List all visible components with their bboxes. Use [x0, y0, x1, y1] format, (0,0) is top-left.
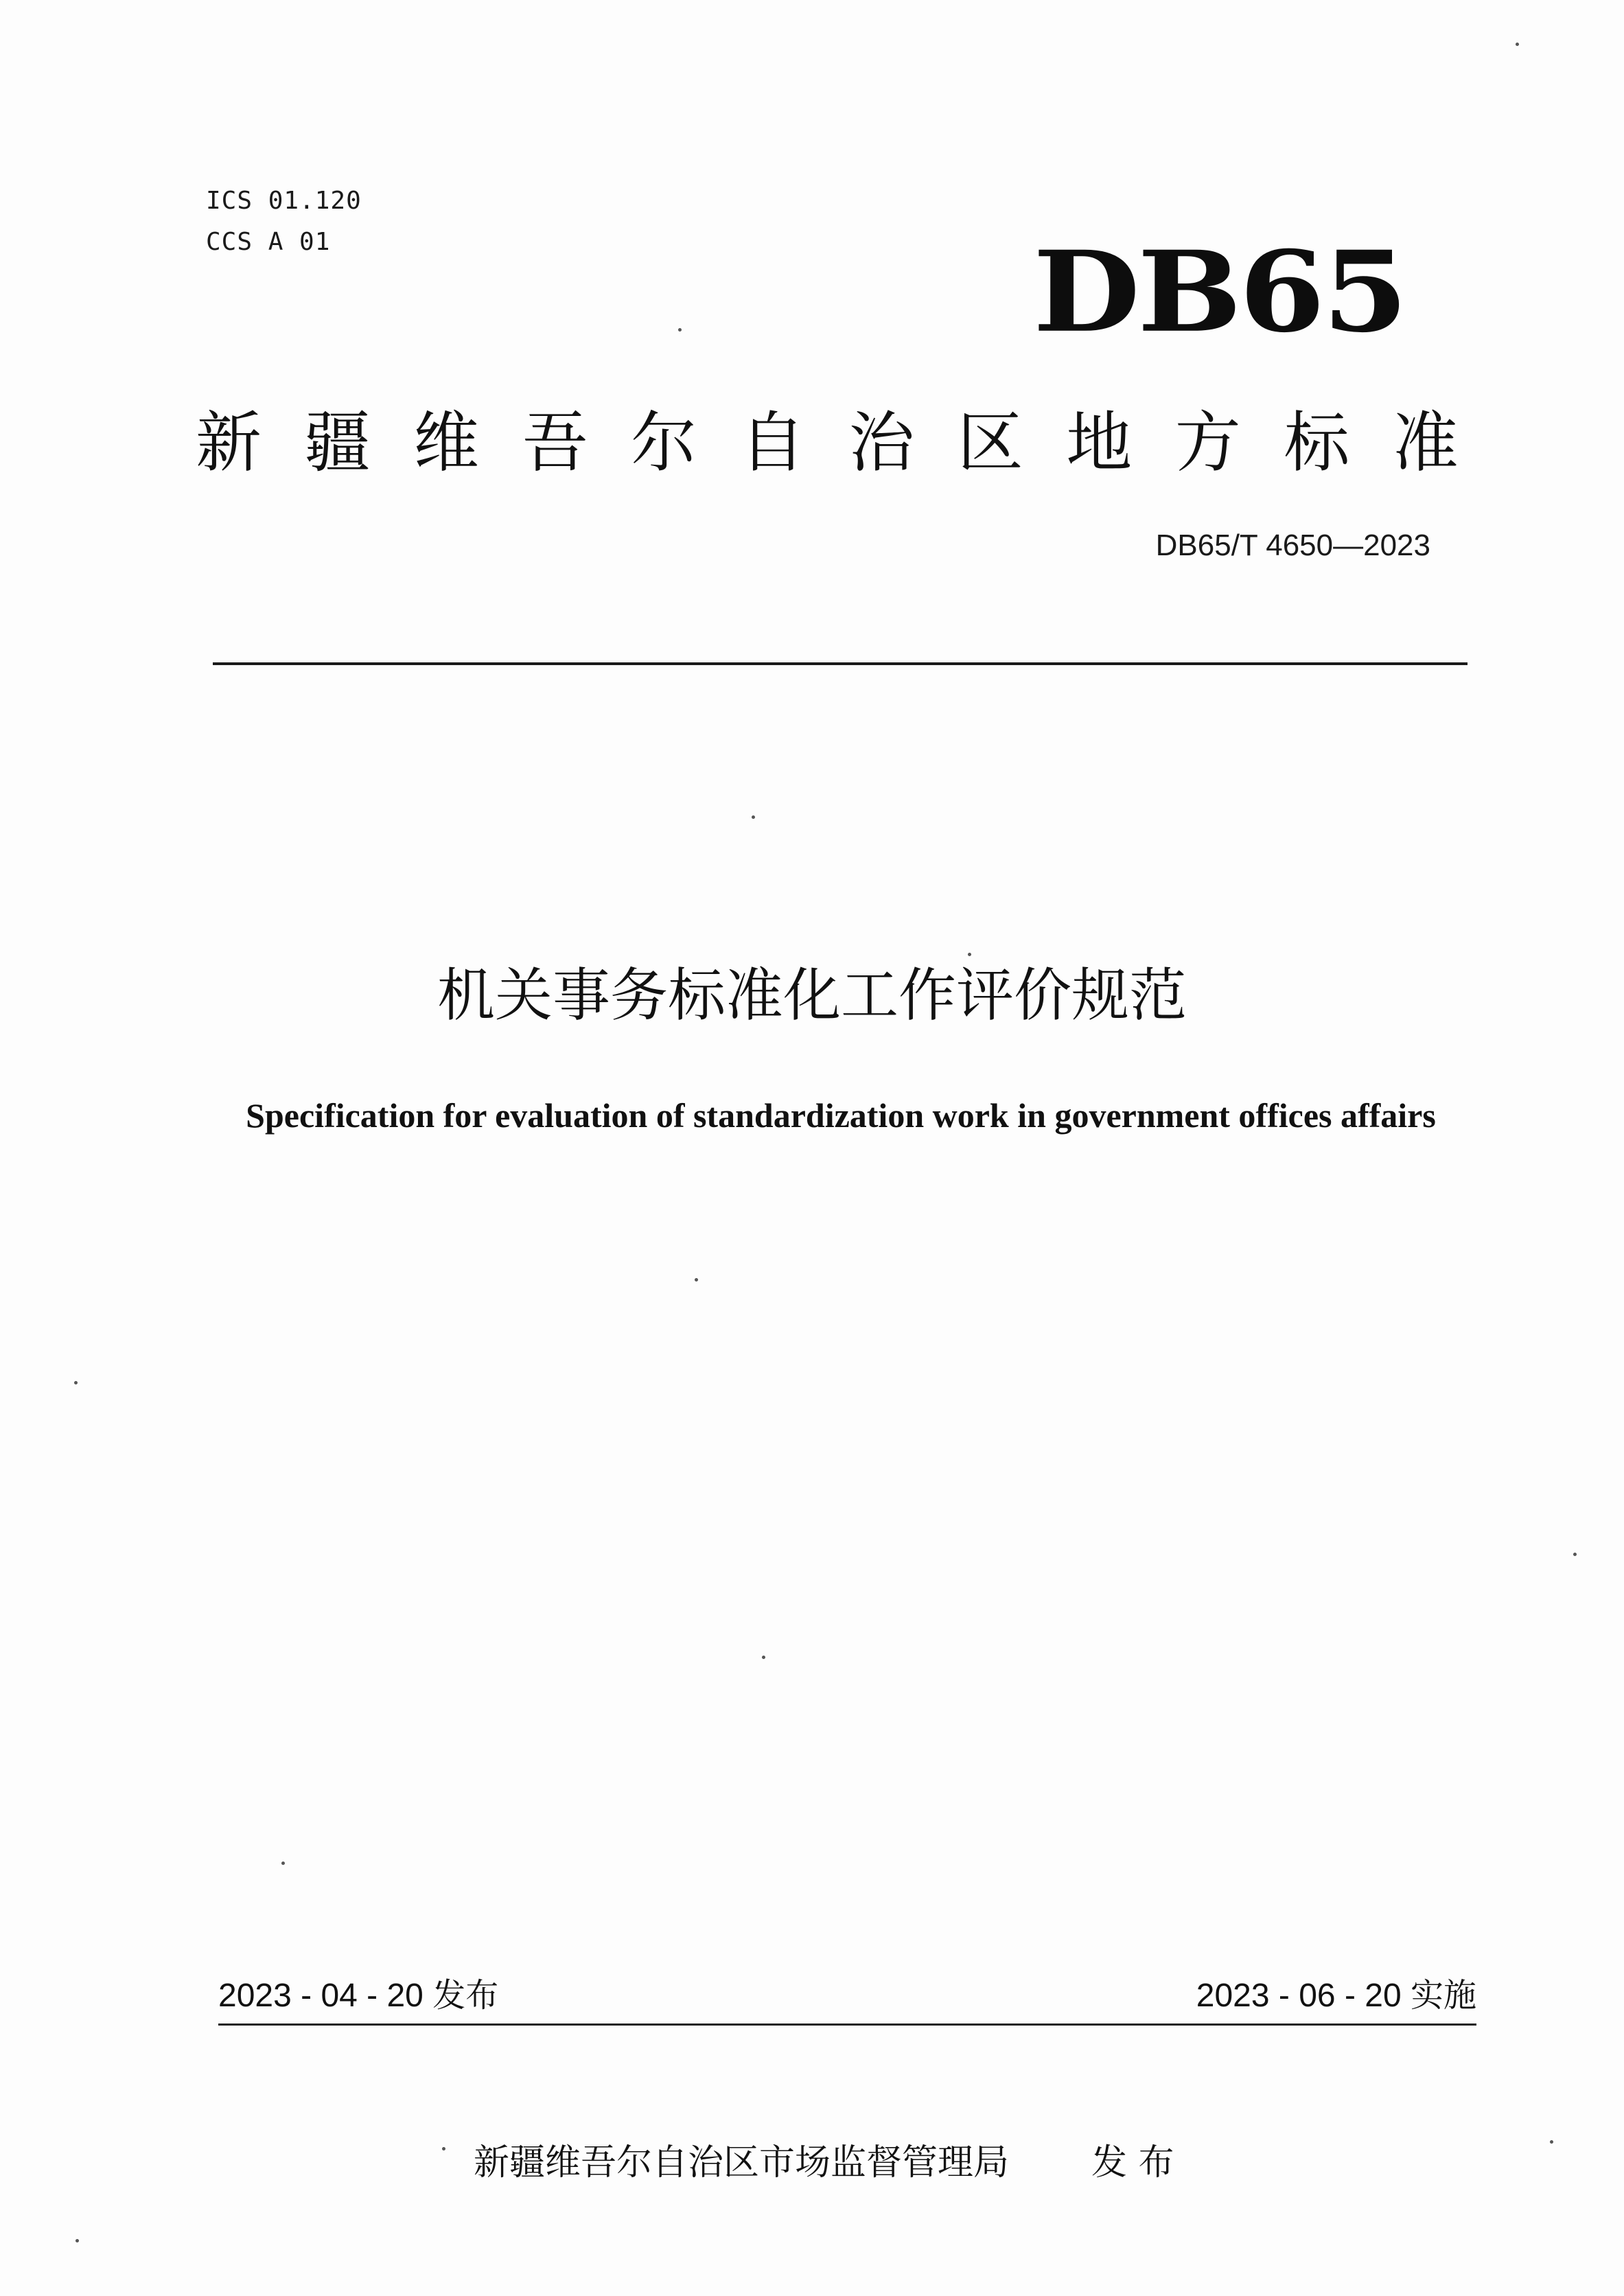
publisher-action: 发 布: [1091, 2142, 1174, 2183]
standard-number: DB65/T 4650—2023: [1155, 529, 1430, 562]
issuer-heading: [196, 402, 1459, 484]
scan-speck: [442, 2147, 445, 2150]
header-divider: [213, 662, 1468, 665]
ccs-code: CCS A 01: [206, 228, 331, 256]
issuer-heading-char: 尔: [631, 404, 697, 481]
scan-speck: [1516, 43, 1519, 46]
issuer-heading-char: 吾: [522, 404, 588, 481]
ics-code: ICS 01.120: [206, 187, 362, 215]
title-chinese: 机关事务标准化工作评价规范: [437, 962, 1187, 1029]
footer-divider: [218, 2024, 1476, 2026]
scan-speck: [74, 1381, 78, 1384]
scan-speck: [968, 953, 971, 956]
issuer-heading-char: 新: [196, 404, 262, 481]
title-english: Specification for evaluation of standardization work in government offices affairs: [246, 1096, 1436, 1135]
issuer-heading-char: 准: [1392, 404, 1459, 481]
issuer-heading-char: 标: [1284, 404, 1350, 481]
issuer-heading-char: 地: [1066, 404, 1133, 481]
issuer-heading-char: 自: [739, 404, 806, 481]
implementation-date: 2023 - 06 - 20 实施: [1196, 1978, 1476, 2014]
release-date: 2023 - 04 - 20 发布: [218, 1978, 499, 2014]
issuer-heading-char: 治: [848, 404, 915, 481]
issuer-heading-char: 区: [957, 404, 1023, 481]
scan-speck: [695, 1278, 698, 1282]
publisher-name: 新疆维吾尔自治区市场监督管理局: [474, 2142, 1010, 2183]
scan-speck: [752, 815, 755, 819]
scan-speck: [1550, 2140, 1553, 2144]
db65-logo: DB65: [1033, 227, 1406, 358]
scan-speck: [1573, 1553, 1577, 1556]
scan-speck: [281, 1862, 285, 1865]
scan-speck: [76, 2239, 79, 2242]
publisher-line: [474, 2133, 1174, 2185]
scan-speck: [762, 1656, 765, 1659]
issuer-heading-char: 疆: [304, 404, 371, 481]
issuer-heading-char: 维: [413, 404, 480, 481]
issuer-heading-char: 方: [1174, 404, 1241, 481]
scan-speck: [678, 328, 682, 332]
